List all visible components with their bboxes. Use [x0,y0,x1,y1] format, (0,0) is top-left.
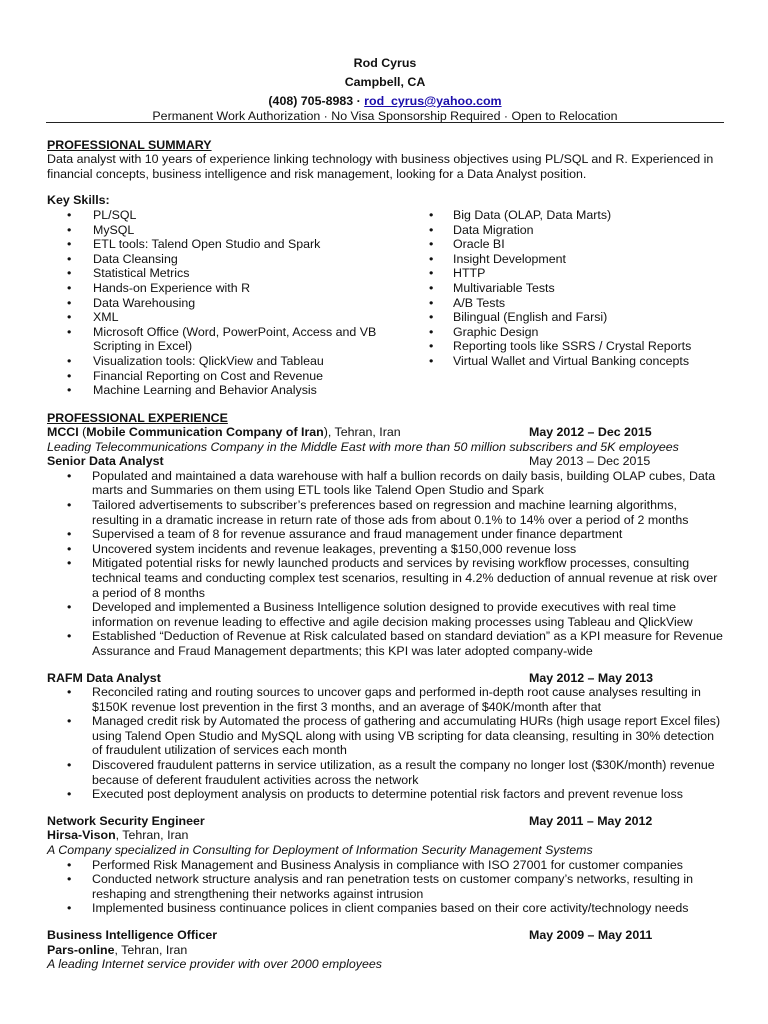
role-dates: May 2011 – May 2012 [529,813,653,828]
role-title: Business Intelligence Officer [47,928,218,942]
skill-item: • Bilingual (English and Farsi) [427,310,727,325]
skills-right-column [427,208,727,369]
skill-item: • Data Warehousing [47,296,377,311]
role-row [47,671,723,686]
candidate-name: Rod Cyrus [353,56,417,70]
mcci-abbr: MCCI [47,425,79,439]
bullet-item: • Executed post deployment analysis on products to determine potential risk factors and prevent revenue loss [47,787,723,802]
skill-item: • PL/SQL [47,208,377,223]
bullet-item: • Conducted network structure analysis and ran penetration tests on customer company’s networks, resulting in reshaping and strengthening their networks against intrusion [47,872,723,901]
skill-item: • Reporting tools like SSRS / Crystal Reports [427,339,727,354]
company-line [47,828,723,843]
bullet-item: • Managed credit risk by Automated the process of gathering and accumulating HURs (high usage report Excel files) using Talend Open Studio and MySQL along with using VB scripting for data cleansing, resulting in 30% detection of fraudulent utilization of services each month [47,714,723,758]
email-link[interactable]: rod_cyrus@yahoo.com [364,94,502,108]
phone-number: (408) 705-8983 · [268,94,365,108]
bullet-item: • Populated and maintained a data warehouse with half a bullion records on daily basis, building OLAP cubes, Data marts and Summaries on them using ETL tools like Talend Open Studio and Spark [47,469,723,498]
skill-item: • XML [47,310,377,325]
bullet-item: • Discovered fraudulent patterns in service utilization, as a result the company no longer lost ($30K/month) revenue because of deferent fraudulent activities across the network [47,758,723,787]
company-location: , Tehran, Iran [114,942,188,957]
resume-header [47,56,723,124]
bullet-item: • Established “Deduction of Revenue at Risk calculated based on standard deviation” as a KPI measure for Revenue Assurance and Fraud Management departments; this KPI was later adopted company-wide [47,629,723,658]
mcci-location: ), Tehran, Iran [323,425,401,439]
bullet-item: • Uncovered system incidents and revenue leakages, preventing a $150,000 revenue loss [47,542,723,557]
skill-item: • Machine Learning and Behavior Analysis [47,383,377,398]
role-row [47,814,723,829]
skill-item: • HTTP [427,266,727,281]
skill-item: • Insight Development [427,252,727,267]
role-row [47,928,723,943]
role-bullets [47,685,723,802]
bullet-item: • Reconciled rating and routing sources to uncover gaps and performed in-depth root cause analyses resulting in $150K revenue lost prevention in the first 3 months, and an average of $40K/month after that [47,685,723,714]
experience-section [47,411,723,972]
header-divider [46,122,724,123]
role-title: RAFM Data Analyst [47,670,161,685]
bullet-item: • Performed Risk Management and Business Analysis in compliance with ISO 27001 for customer companies [47,858,723,873]
skill-item: • Data Cleansing [47,252,377,267]
skill-item: • Visualization tools: QlickView and Tableau [47,354,377,369]
bullet-item: • Implemented business continuance polices in client companies based on their core activity/technology needs [47,901,723,916]
skill-item: • Microsoft Office (Word, PowerPoint, Access and VB Scripting in Excel) [47,325,377,354]
mcci-open: ( [78,425,87,439]
company-location: , Tehran, Iran [115,828,189,843]
role-bullets [47,858,723,916]
company-tagline: A Company specialized in Consulting for Deployment of Information Security Management Systems [47,843,593,858]
role-dates: May 2013 – Dec 2015 [529,454,651,469]
skills-left-column [47,208,377,398]
resume-page [47,56,723,972]
company-tagline: A leading Internet service provider with over 2000 employees [47,957,382,972]
company-name: Pars-online [47,942,115,957]
mcci-dates: May 2012 – Dec 2015 [529,425,652,439]
skill-item: • Multivariable Tests [427,281,727,296]
bullet-item: • Developed and implemented a Business Intelligence solution designed to provide executives with real time information on revenue leading to effective and agile decision making processes using Tableau and QlickView [47,600,723,629]
bullet-item: • Mitigated potential risks for newly launched products and services by revising workflow processes, consulting technical teams and conducting complex test scenarios, resulting in 4.2% deduction of annual revenue at risk over a period of 8 months [47,556,723,600]
skills-title: Key Skills: [47,193,110,207]
skill-item: • ETL tools: Talend Open Studio and Spark [47,237,377,252]
skill-item: • Virtual Wallet and Virtual Banking concepts [427,354,727,369]
summary-text: Data analyst with 10 years of experience linking technology with business objectives using PL/SQL and R. Experienced in financial concepts, business intelligence and risk management, looking for a Data Analyst position. [47,152,714,181]
mcci-company-row [47,425,723,440]
skill-item: • Data Migration [427,223,727,238]
summary-title: PROFESSIONAL SUMMARY [47,138,212,152]
skill-item: • A/B Tests [427,296,727,311]
mcci-tagline: Leading Telecommunications Company in the Middle East with more than 50 million subscribers and 5K employees [47,439,679,454]
mcci-full-name: Mobile Communication Company of Iran [86,425,324,439]
company-line [47,943,723,958]
summary-section [47,138,723,181]
role-title: Network Security Engineer [47,813,205,828]
role-bullets [47,469,723,659]
contact-line [47,94,723,109]
role-dates: May 2009 – May 2011 [529,928,653,942]
skill-item: • MySQL [47,223,377,238]
bullet-item: • Supervised a team of 8 for revenue assurance and fraud management under finance department [47,527,723,542]
skill-item: • Graphic Design [427,325,727,340]
experience-title: PROFESSIONAL EXPERIENCE [47,411,228,425]
role-title: Senior Data Analyst [47,454,164,469]
company-name: Hirsa-Vison [47,828,116,843]
bullet-item: • Tailored advertisements to subscriber’s preferences based on regression and machine learning algorithms, resulting in a dramatic increase in return rate of those ads from about 0.1% to 14% over a period of 2 months [47,498,723,527]
role-dates: May 2012 – May 2013 [529,670,653,685]
skill-item: • Oracle BI [427,237,727,252]
skill-item: • Financial Reporting on Cost and Revenue [47,369,377,384]
candidate-location: Campbell, CA [344,75,426,89]
skill-item: • Hands-on Experience with R [47,281,377,296]
role-row [47,454,723,469]
skill-item: • Statistical Metrics [47,266,377,281]
work-authorization: Permanent Work Authorization · No Visa Sponsorship Required · Open to Relocation [152,109,618,123]
skill-item: • Big Data (OLAP, Data Marts) [427,208,727,223]
